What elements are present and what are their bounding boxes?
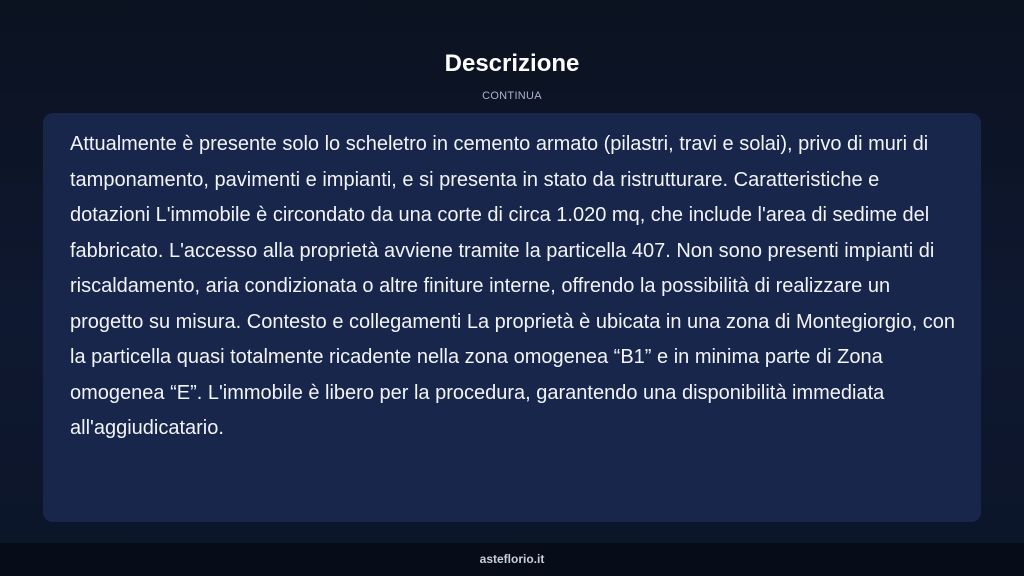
continua-label: CONTINUA <box>482 90 542 102</box>
footer-brand: asteflorio.it <box>479 552 545 566</box>
description-panel <box>43 113 981 522</box>
description-text: Attualmente è presente solo lo scheletro in cemento armato (pilastri, travi e solai), privo di muri di tamponamento, pavimenti e impianti, e si presenta in stato da ristrutturare. Caratteristiche e dotazioni L'immobile è circondato da una corte di circa 1.020 mq, che include l'area di sedime del fabbricato. L'accesso alla proprietà avviene tramite la particella 407. Non sono presenti impianti di riscaldamento, aria condizionata o altre finiture interne, offrendo la possibilità di realizzare un progetto su misura. Contesto e collegamenti La proprietà è ubicata in una zona di Montegiorgio, con la particella quasi totalmente ricadente nella zona omogenea “B1” e in minima parte di Zona omogenea “E”. L'immobile è libero per la procedura, garantendo una disponibilità immediata all'aggiudicatario. <box>70 133 955 439</box>
page-title: Descrizione <box>444 50 580 77</box>
